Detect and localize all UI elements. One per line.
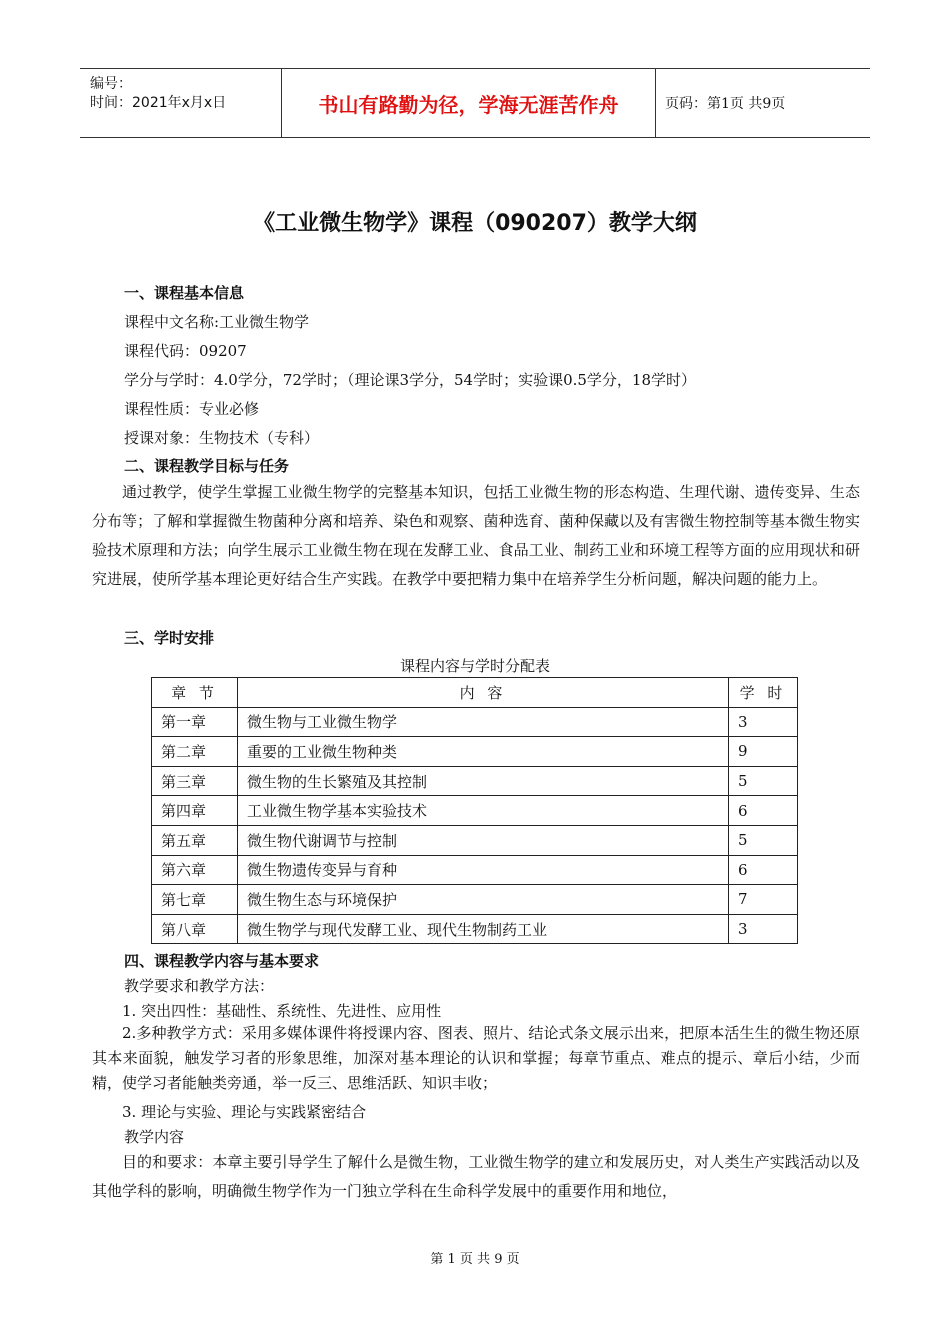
header-page-info: 页码：第1页 共9页 [665, 96, 786, 112]
header-meta-cell [80, 69, 282, 137]
chapter-cell: 第五章 [152, 825, 238, 855]
section3-heading: 三、学时安排 [124, 629, 215, 647]
column-header-chapter: 章 节 [152, 678, 238, 708]
content-cell: 微生物代谢调节与控制 [238, 825, 729, 855]
section4-heading: 四、课程教学内容与基本要求 [124, 952, 320, 970]
table-row [152, 766, 798, 796]
hours-cell: 5 [729, 766, 798, 796]
number-label: 编号： [90, 76, 132, 92]
chapter-cell: 第八章 [152, 914, 238, 944]
course-code-line: 课程代码：09207 [124, 342, 247, 360]
chapter-cell: 第一章 [152, 707, 238, 737]
hours-cell: 3 [729, 707, 798, 737]
content-cell: 微生物的生长繁殖及其控制 [238, 766, 729, 796]
page-footer: 第 1 页 共 9 页 [430, 1252, 520, 1267]
table-row [152, 855, 798, 885]
chapter-cell: 第三章 [152, 766, 238, 796]
method-item-3: 3. 理论与实验、理论与实践紧密结合 [122, 1103, 367, 1121]
course-name-line: 课程中文名称:工业微生物学 [124, 313, 310, 331]
goal-paragraph: 目的和要求：本章主要引导学生了解什么是微生物，工业微生物学的建立和发展历史，对人类生产实践活动以及其他学科的影响，明确微生物学作为一门独立学科在生命科学发展中的重要作用和地位， [92, 1153, 860, 1200]
hours-cell: 6 [729, 796, 798, 826]
document-title: 《工业微生物学》课程（090207）教学大纲 [253, 211, 697, 236]
table-caption: 课程内容与学时分配表 [399, 657, 550, 675]
content-cell: 微生物学与现代发酵工业、现代生物制药工业 [238, 914, 729, 944]
chapter-cell: 第二章 [152, 737, 238, 767]
audience-line: 授课对象：生物技术（专科） [124, 429, 320, 447]
page-header [80, 68, 870, 138]
objectives-paragraph: 通过教学，使学生掌握工业微生物学的完整基本知识，包括工业微生物的形态构造、生理代谢、遗传变异、生态分布等；了解和掌握微生物菌种分离和培养、染色和观察、菌种选育、菌种保藏以及有害微生物控制等基本微生物实验技术原理和方法；向学生展示工业微生物在现在发酵工业、食品工业、制药工业和环境工程等方面的应用现状和研究进展，使所学基本理论更好结合生产实践。在教学中要把精力集中在培养学生分析问题，解决问题的能力上。 [92, 483, 860, 588]
table-row [152, 914, 798, 944]
section2-heading: 二、课程教学目标与任务 [124, 457, 290, 475]
teaching-methods-intro: 教学要求和教学方法： [124, 977, 275, 995]
table-row [152, 796, 798, 826]
table-header-row [152, 678, 798, 708]
method-item-2: 2.多种教学方式：采用多媒体课件将授课内容、图表、照片、结论式条文展示出来，把原本活生生的微生物还原其本来面貌，触发学习者的形象思维，加深对基本理论的认识和掌握；每章节重点、难点的提示、章后小结，少而精，使学习者能触类旁通，举一反三、思维活跃、知识丰收； [92, 1024, 860, 1092]
column-header-hours: 学 时 [729, 678, 798, 708]
content-cell: 工业微生物学基本实验技术 [238, 796, 729, 826]
column-header-content: 内 容 [238, 678, 729, 708]
hours-cell: 6 [729, 855, 798, 885]
table-row [152, 825, 798, 855]
chapter-cell: 第七章 [152, 885, 238, 915]
credits-line: 学分与学时：4.0学分，72学时；（理论课3学分，54学时；实验课0.5学分，18学时） [124, 371, 697, 389]
content-cell: 微生物生态与环境保护 [238, 885, 729, 915]
table-row [152, 737, 798, 767]
teaching-content-label: 教学内容 [124, 1128, 185, 1146]
course-type-line: 课程性质：专业必修 [124, 400, 260, 418]
hours-cell: 3 [729, 914, 798, 944]
header-motto: 书山有路勤为径，学海无涯苦作舟 [282, 69, 656, 137]
chapter-cell: 第四章 [152, 796, 238, 826]
table-row [152, 707, 798, 737]
content-cell: 微生物与工业微生物学 [238, 707, 729, 737]
content-cell: 微生物遗传变异与育种 [238, 855, 729, 885]
hours-cell: 9 [729, 737, 798, 767]
time-label: 时间：2021年x月x日 [90, 95, 227, 111]
section1-heading: 一、课程基本信息 [124, 284, 245, 302]
hours-table [151, 677, 798, 944]
chapter-cell: 第六章 [152, 855, 238, 885]
hours-cell: 7 [729, 885, 798, 915]
table-row [152, 885, 798, 915]
hours-cell: 5 [729, 825, 798, 855]
method-item-1: 1. 突出四性：基础性、系统性、先进性、应用性 [122, 1002, 442, 1020]
content-cell: 重要的工业微生物种类 [238, 737, 729, 767]
